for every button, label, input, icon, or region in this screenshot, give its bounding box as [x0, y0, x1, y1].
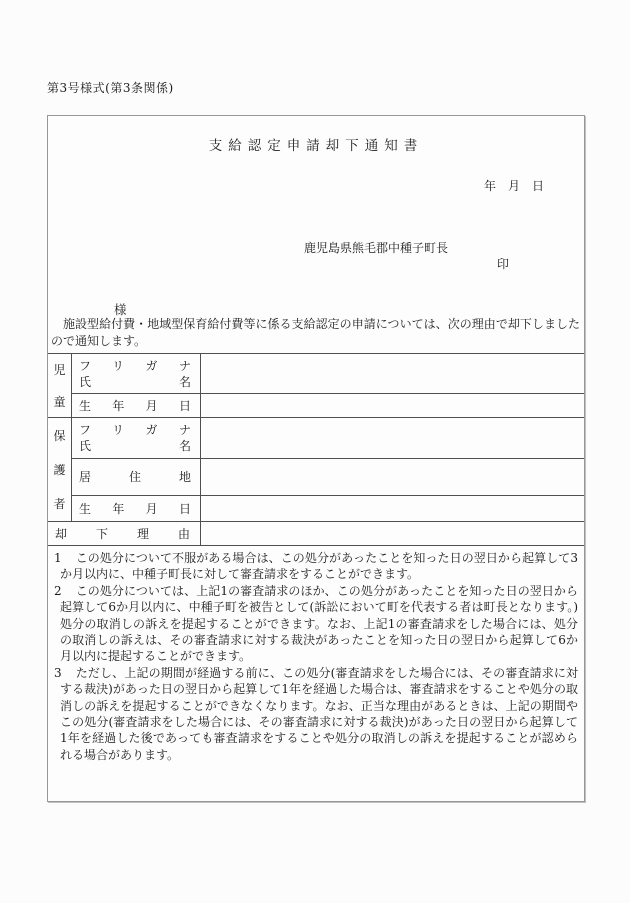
- note-text-3: ただし、上記の期間が経過する前に、この処分(審査請求をした場合には、その審査請求に対する裁決)があった日の翌日から起算して1年を経過した場合は、審査請求をすることや処分の取消しの訴えを提起することができなくなります。なお、正当な理由があるときは、上記の期間やこの処分(審査請求をした場合には、その審査請求に対する裁決)があった日の翌日から起算して1年を経過した後であっても審査請求をすることや処分の取消しの訴えを提起することが認められる場合があります。: [60, 665, 578, 762]
- guardian-furigana-label: フリガナ: [79, 423, 191, 437]
- guardian-furigana-name-field: [201, 418, 584, 459]
- note-text-2: この処分については、上記1の審査請求のほか、この処分があったことを知った日の翌日から起算して6か月以内に、中種子町を被告として(訴訟において町を代表する者は町長となります。)処分の取消しの訴えを提起することができます。なお、上記1の審査請求をした場合には、処分の取消しの訴えは、その審査請求に対する裁決があったことを知った日の翌日から起算して6か月以内に提起することができます。: [60, 583, 578, 664]
- child-name-label: 氏名: [79, 374, 191, 389]
- guardian-group-label: [48, 418, 72, 522]
- guardian-group-char-3: 者: [53, 497, 66, 512]
- applicant-table: [48, 353, 584, 801]
- note-text-1: この処分について不服がある場合は、この処分があったことを知った日の翌日から起算して3か月以内に、中種子町長に対して審査請求をすることができます。: [60, 551, 578, 582]
- guardian-address-field: [201, 459, 584, 496]
- child-birthdate-label: 生年月日: [79, 398, 191, 413]
- guardian-birthdate-label-cell: [72, 496, 201, 522]
- note-number-1: 1: [54, 551, 62, 565]
- guardian-address-label-cell: [72, 459, 201, 496]
- document-title: 支給認定申請却下通知書: [208, 138, 424, 154]
- child-group-char-2: 童: [53, 394, 66, 409]
- note-number-2: 2: [54, 583, 62, 598]
- child-name-label-cell: [72, 354, 201, 394]
- seal-mark: 印: [497, 257, 510, 271]
- issuer-name: 鹿児島県熊毛郡中種子町長: [304, 241, 449, 255]
- note-item-3: [50, 665, 578, 763]
- guardian-address-label: 居住地: [79, 470, 191, 484]
- child-birthdate-field: [201, 394, 584, 418]
- child-group-char-1: 児: [53, 363, 66, 378]
- rejection-reason-label-cell: [48, 522, 201, 546]
- body-paragraph: 施設型給付費・地域型保育給付費等に係る支給認定の申請については、次の理由で却下しましたので通知します。: [51, 317, 580, 348]
- child-furigana-label: フリガナ: [79, 358, 191, 373]
- guardian-birthdate-field: [201, 496, 584, 522]
- addressee-suffix: 様: [114, 302, 127, 317]
- note-number-3: 3: [54, 665, 62, 680]
- rejection-reason-label: 却下理由: [55, 526, 190, 541]
- guardian-group-char-1: 保: [53, 428, 66, 443]
- notes-section: [48, 546, 584, 801]
- note-item-1: [50, 550, 578, 583]
- form-number-label: 第3号様式(第3条関係): [47, 81, 174, 95]
- guardian-name-label-cell: [72, 418, 201, 459]
- guardian-name-label: 氏名: [79, 439, 191, 453]
- child-group-label: [48, 354, 72, 418]
- rejection-reason-field: [201, 522, 584, 546]
- note-item-2: [50, 583, 578, 665]
- guardian-birthdate-label: 生年月日: [79, 501, 191, 516]
- issue-date-line: 年 月 日: [483, 179, 544, 193]
- child-birthdate-label-cell: [72, 394, 201, 418]
- notice-box: [47, 115, 585, 802]
- child-furigana-name-field: [201, 354, 584, 394]
- guardian-group-char-2: 護: [53, 462, 66, 477]
